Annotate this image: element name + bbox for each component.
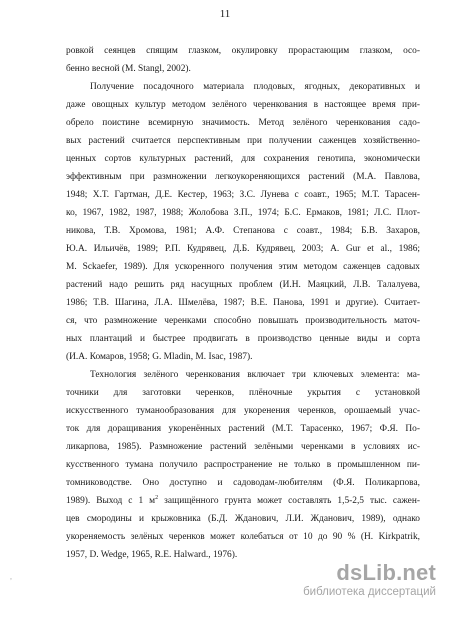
- text-line: томниководстве. Оно доступно и садоводам-любителям (Ф.Я. Поликарпова,: [66, 478, 420, 488]
- text-line: ся, что размножение черенками способно повышать производительность маточ-: [66, 316, 420, 326]
- unit-line-after: защищённого грунта может составлять 1,5-2,5 тыс. сажен-: [158, 496, 420, 506]
- text-line: ценных сортов культурных растений, для сохранения генотипа, экономически: [66, 154, 420, 164]
- text-line: 1986; Т.В. Шагина, Л.А. Шмелёва, 1987; В.Е. Панова, 1991 и другие). Считает-: [66, 298, 420, 308]
- text-line: растений надо решить ряд насущных проблем (И.Н. Маяцкий, Л.В. Талалуева,: [66, 280, 420, 290]
- text-line: никова, Т.В. Хромова, 1981; А.Ф. Степанова с соавт., 1984; Б.В. Захаров,: [66, 226, 420, 236]
- margin-scan-mark: ,: [10, 572, 12, 581]
- superscript-2: 2: [155, 494, 159, 501]
- text-line: ровкой сеянцев спящим глазком, окулировку прорастающим глазком, осо-: [66, 46, 420, 56]
- watermark-logo: dsLib.net: [336, 560, 436, 585]
- text-line: точники для заготовки черенков, плёночные укрытия с установкой: [66, 388, 420, 398]
- page-number: 11: [219, 8, 231, 20]
- text-line: обрело поистине всемирную значимость. Метод зелёного черенкования садо-: [66, 118, 420, 128]
- text-line: ных плантаций и быстрее продвигать в производство ценные виды и сорта: [66, 334, 420, 344]
- watermark: [303, 561, 436, 599]
- text-line: кусственного тумана получило распространение не только в промышленном пи-: [66, 460, 420, 470]
- text-line: M. Sckaefer, 1989). Для ускоренного получения этим методом саженцев садовых: [66, 262, 420, 272]
- text-line: Получение посадочного материала плодовых, ягодных, декоративных и: [90, 82, 420, 92]
- text-line: эффективным при размножении легкоукореняющихся растений (М.А. Павлова,: [66, 172, 420, 182]
- paragraph-2: [66, 78, 420, 366]
- text-line: искусственного туманообразования для укоренения черенков, орошаемый учас-: [66, 406, 420, 416]
- text-line: Ю.А. Ильичёв, 1989; Р.П. Кудрявец, Д.Б. Кудрявец, 2003; A. Gur et al., 1986;: [66, 244, 420, 254]
- text-line: вых растений считается перспективным при получении саженцев хозяйственно-: [66, 136, 420, 146]
- text-line: ликарпова, 1985). Размножение растений зелёными черенками в условиях ис-: [66, 442, 420, 452]
- text-line: укореняемость зелёных черенков может колебаться от 10 до 90 % (H. Kirkpatrik,: [66, 532, 420, 542]
- text-line: Технология зелёного черенкования включает три ключевых элемента: ма-: [90, 370, 420, 380]
- text-line: (И.А. Комаров, 1958; G. Mladin, M. Isac, 1987).: [66, 352, 253, 362]
- text-line: цев смородины и крыжовника (Б.Д. Жданович, Л.И. Жданович, 1989), однако: [66, 514, 420, 524]
- text-line-with-superscript: [66, 492, 420, 510]
- watermark-subtitle: библиотека диссертаций: [303, 586, 436, 598]
- paragraph-1: [66, 42, 420, 78]
- text-line: ток для доращивания укоренённых растений (М.Т. Тарасенко, 1967; Ф.Я. По-: [66, 424, 420, 434]
- unit-line-before: 1989). Выход с 1 м: [66, 496, 156, 506]
- text-line: бенно весной (M. Stangl, 2002).: [66, 64, 191, 74]
- text-line: 1957, D. Wedge, 1965, R.E. Halward., 1976).: [66, 550, 238, 560]
- paragraph-3: [66, 366, 420, 564]
- text-line: 1948; Х.Т. Гартман, Д.Е. Кестер, 1963; З.С. Лунева с соавт., 1965; М.Т. Тарасен-: [66, 190, 420, 200]
- text-line: даже овощных культур методом зелёного черенкования в настоящее время при-: [66, 100, 420, 110]
- text-line: ко, 1967, 1982, 1987, 1988; Жолобова З.П., 1974; Б.С. Ермаков, 1981; Л.С. Плот-: [66, 208, 420, 218]
